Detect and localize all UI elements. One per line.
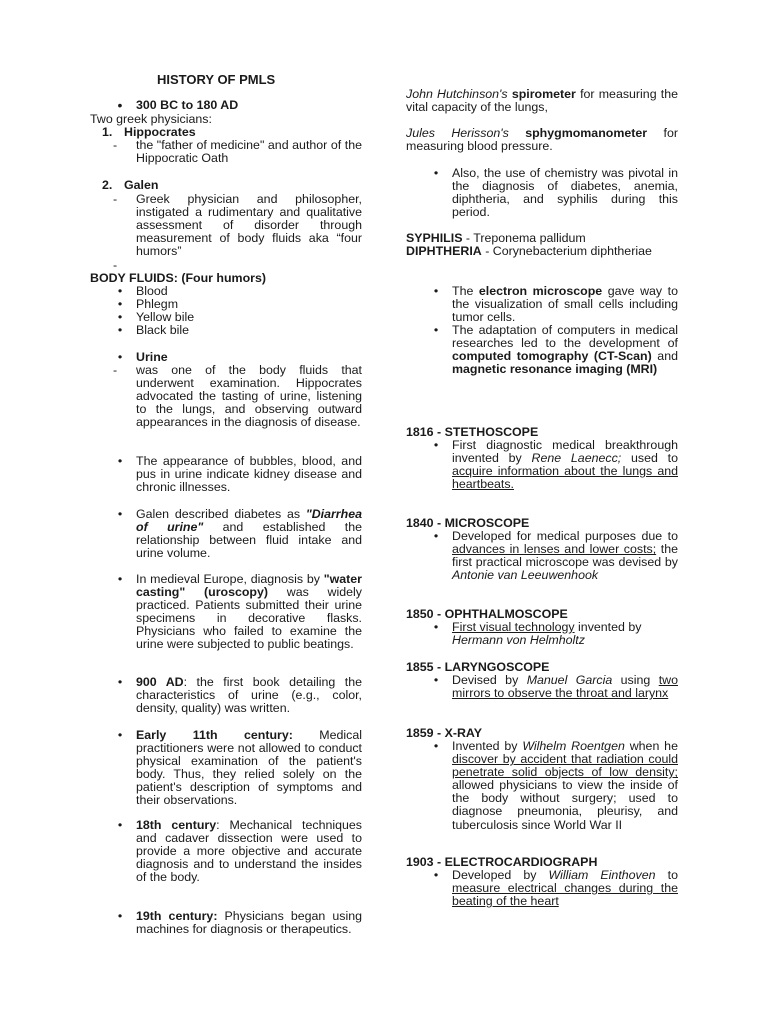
- spirometer-paragraph: [406, 88, 678, 114]
- xray-text-e: allowed physicians to view the inside of the body without surgery; used to diagnose pneumonia, pleurisy, and tuberculosis since World War II: [452, 778, 678, 832]
- ecg-text-d: measure electrical changes during the beating of the heart: [452, 881, 678, 909]
- em-text-a: The: [452, 284, 474, 298]
- medieval-text-a: In medieval Europe, diagnosis by: [136, 572, 320, 586]
- microscope-bullet: [433, 529, 678, 583]
- two-physicians-label: Two greek physicians:: [90, 112, 212, 126]
- hutchinson-text: John Hutchinson's: [406, 87, 508, 101]
- em-text-c: gave way to the visualization of small cells including tumor cells.: [452, 284, 678, 325]
- galen-label: Galen: [124, 178, 159, 192]
- medieval-bullet: [117, 572, 362, 652]
- galen-described-rest: and established the relationship between fluid intake and urine volume.: [136, 520, 362, 561]
- galen-described-text: Galen described diabetes as: [136, 507, 301, 521]
- fluid-item: [117, 323, 356, 337]
- number-2: 2.: [102, 178, 113, 192]
- syphilis-label: SYPHILIS: [406, 231, 463, 245]
- lar-text-a: Devised by: [452, 673, 519, 687]
- hippocrates-desc: [113, 138, 362, 166]
- bullet-icon: •: [117, 454, 123, 468]
- c18-text: : Mechanical techniques and cadaver dissection were used to provide a more objective and accurate diagnosis and to understand the insides of the body.: [136, 818, 362, 885]
- xray-text-c: when he: [629, 739, 678, 753]
- urine-desc-text: was one of the body fluids that underwent examination. Hippocrates advocated the tasting of urine, listening to the lungs, and observing outward appearances in the diagnosis of disease.: [136, 363, 362, 430]
- bullet-icon: •: [117, 675, 123, 689]
- c19-text: Physicians began using machines for diagnosis or therapeutics.: [136, 909, 363, 937]
- dash-icon: -: [113, 138, 118, 152]
- laryngoscope-heading: 1855 - LARYNGOSCOPE: [406, 660, 550, 674]
- galen-desc: [113, 192, 362, 259]
- c19-label: 19th century:: [136, 909, 218, 923]
- xray-heading: 1859 - X-RAY: [406, 726, 482, 740]
- comp-text-c: and: [657, 349, 678, 364]
- fluid-text: Phlegm: [136, 297, 179, 311]
- bubbles-bullet: [117, 454, 362, 495]
- c18-label: 18th century: [136, 818, 217, 832]
- ad900-label: 900 AD: [136, 675, 184, 689]
- herisson-text: Jules Herisson's: [406, 126, 509, 140]
- fluid-text: Yellow bile: [136, 310, 195, 324]
- urine-label: Urine: [136, 350, 168, 364]
- bullet-icon: •: [117, 909, 123, 923]
- diarrhea-text: "Diarrhea of urine": [136, 507, 362, 535]
- galen-heading: [102, 178, 362, 192]
- oph-text-b: invented by: [578, 620, 642, 634]
- stethoscope-bullet: [433, 438, 679, 492]
- medieval-text-b: was widely practiced. Patients submitted their urine specimens in decorative flasks. Physicians who failed to examine the urine were subjected to public beatings.: [136, 585, 362, 652]
- ophthalmoscope-heading: 1850 - OPHTHALMOSCOPE: [406, 607, 568, 621]
- ad900-bullet: [117, 675, 362, 716]
- lar-text-c: using: [620, 673, 651, 687]
- comp-text-a: The adaptation of computers in medical researches led to the development of: [452, 323, 678, 351]
- em-text-b: electron microscope: [478, 284, 603, 298]
- bullet-icon: •: [117, 350, 123, 364]
- microscope-heading: 1840 - MICROSCOPE: [406, 516, 530, 530]
- comp-text-d: magnetic resonance imaging (MRI): [452, 362, 658, 377]
- computers-bullet: [433, 323, 678, 377]
- bullet-icon: •: [117, 818, 123, 832]
- c19-bullet: [117, 909, 363, 937]
- micro-text-c: the first practical microscope was devised by: [452, 542, 678, 570]
- number-1: 1.: [102, 125, 113, 139]
- ecg-bullet: [433, 868, 678, 909]
- bubbles-text: The appearance of bubbles, blood, and pus in urine indicate kidney disease and chronic illnesses.: [136, 454, 362, 495]
- water-casting-text: "water casting" (uroscopy): [136, 572, 362, 600]
- xray-text-b: Wilhelm Roentgen: [522, 739, 625, 753]
- early11-label: Early 11th century:: [136, 728, 293, 742]
- micro-text-d: Antonie van Leeuwenhook: [452, 568, 599, 583]
- hippocrates-desc-text: the "father of medicine" and author of the Hippocratic Oath: [136, 138, 362, 166]
- early11-bullet: [117, 728, 362, 808]
- dash-icon: -: [113, 258, 118, 272]
- micro-text-a: Developed for medical purposes due to: [452, 529, 678, 543]
- chemistry-bullet: [433, 166, 678, 220]
- ophthalmoscope-bullet: [433, 620, 678, 648]
- diphtheria-label: DIPHTHERIA: [406, 244, 482, 258]
- sphyg-text: sphygmomanometer: [525, 126, 648, 140]
- steth-text-c: used to: [631, 451, 679, 466]
- diphtheria-text: - Corynebacterium diphtheriae: [485, 244, 652, 258]
- bullet-icon: •: [433, 284, 439, 298]
- hippocrates-label: Hippocrates: [124, 125, 196, 139]
- bullet-icon: •: [117, 310, 123, 324]
- ecg-text-b: William Einthoven: [548, 868, 656, 882]
- spirometer-rest: for measuring the vital capacity of the lungs,: [406, 87, 678, 115]
- bullet-icon: •: [117, 97, 123, 113]
- comp-text-b: computed tomography (CT-Scan): [452, 349, 652, 364]
- urine-desc: [113, 363, 362, 430]
- stethoscope-heading: 1816 - STETHOSCOPE: [406, 425, 539, 439]
- bullet-icon: •: [433, 166, 439, 180]
- bullet-icon: •: [117, 572, 123, 586]
- laryngoscope-bullet: [433, 673, 678, 701]
- diphtheria-line: [406, 245, 678, 258]
- bullet-icon: •: [117, 323, 123, 337]
- sphyg-paragraph: [406, 127, 678, 153]
- galen-desc-text: Greek physician and philosopher, instigated a rudimentary and qualitative assessment of disorder through measurement of body fluids aka “four humors”: [136, 192, 362, 259]
- lar-text-b: Manuel Garcia: [526, 673, 613, 687]
- oph-text-a: First visual technology: [452, 620, 575, 634]
- oph-text-c: Hermann von Helmholtz: [452, 633, 585, 648]
- fluids-heading: BODY FLUIDS: (Four humors): [90, 271, 266, 285]
- lar-text-d: two mirrors to observe the throat and larynx: [452, 673, 678, 701]
- xray-bullet: [433, 739, 678, 832]
- bullet-icon: •: [433, 868, 439, 882]
- bullet-icon: •: [117, 297, 123, 311]
- spirometer-text: spirometer: [511, 87, 576, 101]
- sphyg-rest: for measuring blood pressure.: [406, 126, 678, 154]
- bullet-icon: •: [117, 284, 123, 298]
- xray-text-a: Invented by: [452, 739, 518, 753]
- ecg-text-c: to: [667, 868, 678, 882]
- era-bullet: [117, 97, 356, 113]
- bullet-icon: •: [433, 673, 439, 687]
- syphilis-text: - Treponema pallidum: [465, 231, 586, 245]
- ecg-text-a: Developed by: [452, 868, 537, 882]
- xray-text-d: discover by accident that radiation could penetrate solid objects of low density;: [452, 752, 678, 780]
- ad900-text: : the first book detailing the characteristics of urine (e.g., color, density, quality) was written.: [136, 675, 362, 716]
- dash-icon: -: [113, 363, 118, 377]
- bullet-icon: •: [117, 728, 123, 742]
- galen-diabetes-bullet: [117, 507, 362, 561]
- c18-bullet: [117, 818, 362, 885]
- electron-microscope-bullet: [433, 284, 678, 325]
- bullet-icon: •: [433, 739, 439, 753]
- steth-text-a: First diagnostic medical breakthrough invented by: [452, 438, 678, 466]
- bullet-icon: •: [433, 438, 439, 452]
- fluid-text: Blood: [136, 284, 168, 298]
- bullet-icon: •: [433, 620, 439, 634]
- page-title: HISTORY OF PMLS: [157, 72, 276, 87]
- ecg-heading: 1903 - ELECTROCARDIOGRAPH: [406, 855, 598, 869]
- bullet-icon: •: [433, 323, 439, 337]
- fluid-text: Black bile: [136, 323, 190, 337]
- early11-text: Medical practitioners were not allowed to conduct physical examination of the patient's body. Thus, they relied solely on the patient's description of symptoms and their observations.: [136, 728, 362, 808]
- micro-text-b: advances in lenses and lower costs;: [452, 542, 657, 557]
- dash-icon: -: [113, 192, 118, 206]
- chemistry-text: Also, the use of chemistry was pivotal in the diagnosis of diabetes, anemia, diphtheria, and syphilis during this period.: [452, 166, 678, 220]
- bullet-icon: •: [433, 529, 439, 543]
- era-label: 300 BC to 180 AD: [136, 98, 239, 112]
- steth-text-b: Rene Laenecc;: [531, 451, 622, 466]
- bullet-icon: •: [117, 507, 123, 521]
- steth-text-d: acquire information about the lungs and heartbeats.: [452, 464, 678, 492]
